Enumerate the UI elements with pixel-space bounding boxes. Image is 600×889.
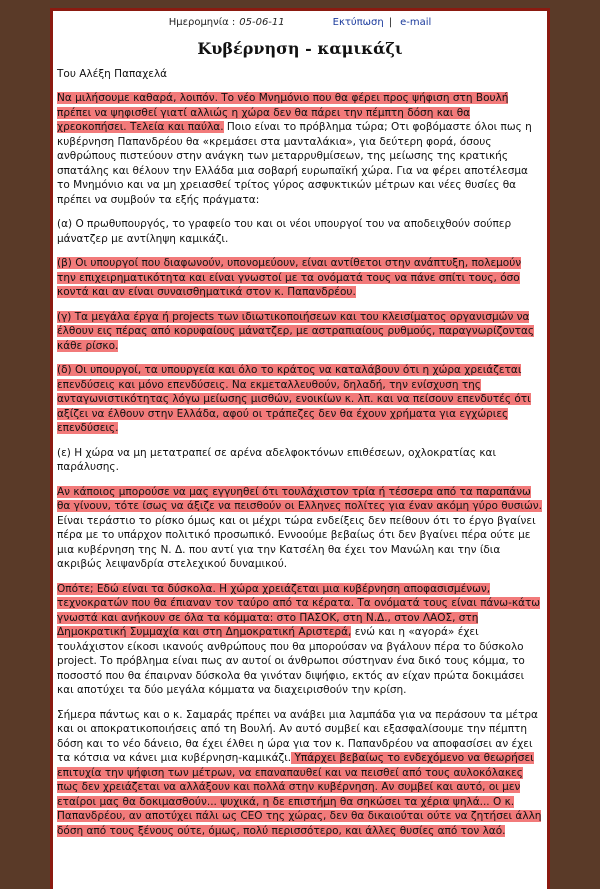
print-link[interactable]: Εκτύπωση bbox=[332, 16, 384, 28]
link-separator: | bbox=[388, 16, 393, 28]
article-toolbar bbox=[57, 11, 543, 33]
body-text: Σήμερα πάντως και ο κ. Σαμαράς πρέπει να ανάβει μια λαμπάδα για να περάσουν τα μέτρα και οι αποκρατικοποιήσεις από τη Βουλή. Αν αυτό συμβεί και εξασφαλίσουμε την πέμπτη δόση και το νέο δάνειο, θα έχει έλθει η ώρα για τον κ. Παπανδρέου να αποφασίσει αν έχει τα κότσια να κάνει μια κυβέρνηση-καμικάζι. bbox=[57, 708, 538, 764]
date-label: Ημερομηνία : bbox=[168, 16, 236, 28]
body-text: Ποιο είναι το πρόβλημα τώρα; Οτι φοβόμαστε όλοι πως η κυβέρνηση Παπανδρέου θα «κρεμάσει στα μανταλάκια», για δεύτερη φορά, όσους ανθρώπους πιστεύουν στην ανάγκη των μεταρρυθμίσεων, της μείωσης της κρατικής σπατάλης και θέλουν την Ελλάδα μια σοβαρή ευρωπαϊκή χώρα. Για να φέρει αποτέλεσμα το Μνημόνιο και να μη χρειασθεί τρίτος γύρος ασφυκτικών μέτρων και νέες θυσίες θα πρέπει να συμβούν τα εξής πράγματα: bbox=[57, 121, 532, 206]
paragraph-4 bbox=[57, 310, 543, 354]
date-value: 05-06-11 bbox=[239, 16, 285, 28]
paragraph-7 bbox=[57, 485, 543, 572]
paragraph-1 bbox=[57, 91, 543, 207]
highlighted-text: (δ) Οι υπουργοί, τα υπουργεία και όλο το κράτος να καταλάβουν ότι η χώρα χρειάζεται επενδύσεις και μόνο επενδύσεις. Να εκμεταλλευθούν, δηλαδή, την ενίσχυση της ανταγωνιστικότητας λόγω μείωσης μισθών, ενοικίων κ. λπ. και να πείσουν επενδυτές ότι αξίζει να έλθουν στην Ελλάδα, αφού οι τράπεζες δεν θα έχουν χρήματα για εγχώριες επενδύσεις. bbox=[57, 364, 531, 434]
highlighted-text: Υπάρχει βεβαίως το ενδεχόμενο να θεωρήσει επιτυχία την ψήφιση των μέτρων, να επαναπαυθεί και να πεισθεί από τους αυλοκόλακες πως δεν χρειάζεται να αλλάξουν και πολλά στην κυβέρνηση. Αν συμβεί και αυτό, οι μεν εταίροι μας θα δοκιμασθούν... ψυχικά, η δε επιστήμη θα σηκώσει τα χέρια ψηλά... Ο κ. Παπανδρέου, αν αποτύχει πάλι ως CEO της χώρας, δεν θα δικαιούται ούτε να ζητήσει άλλη δόση από τους ξένους ούτε, όμως, πολύ περισσότερο, και άλλες θυσίες από τον λαό. bbox=[57, 752, 542, 837]
paragraph-8 bbox=[57, 582, 543, 698]
highlighted-text: Αν κάποιος μπορούσε να μας εγγυηθεί ότι τουλάχιστον τρία ή τέσσερα από τα παραπάνω θα γίνουν, τότε ίσως να άξιζε να πεισθούν οι Ελληνες πολίτες για έναν ακόμη γύρο θυσιών. bbox=[57, 485, 542, 512]
paragraph-6: (ε) Η χώρα να μη μετατραπεί σε αρένα αδελφοκτόνων επιθέσεων, οχλοκρατίας και παράλυσης. bbox=[57, 446, 497, 473]
paragraph-9 bbox=[57, 708, 543, 839]
paragraph-3 bbox=[57, 256, 543, 300]
body-text: Είναι τεράστιο το ρίσκο όμως και οι μέχρι τώρα ενδείξεις δεν πείθουν ότι το έργο βγαίνει πέρα με το υπάρχον πολιτικό προσωπικό. Εννοούμε βεβαίως ότι δεν βγαίνει πέρα ούτε με μια κυβέρνηση της Ν. Δ. που αντί για την Κατσέλη θα έχει τον Μανώλη και την ίδια ακριβώς λειψανδρία στελεχικού δυναμικού. bbox=[57, 514, 536, 570]
paragraph-2: (α) Ο πρωθυπουργός, το γραφείο του και οι νέοι υπουργοί του να αποδειχθούν σούπερ μάνατζερ με αντίληψη καμικάζι. bbox=[57, 218, 512, 245]
article-author: Του Αλέξη Παπαχελά bbox=[57, 68, 168, 80]
highlighted-text: (γ) Τα μεγάλα έργα ή projects των ιδιωτικοποιήσεων και του κλεισίματος οργανισμών να έλθουν εις πέρας από κορυφαίους μάνατζερ, με αστραπιαίους ρυθμούς, παραγνωρίζοντας κάθε ρίσκο. bbox=[57, 310, 535, 352]
page-frame bbox=[50, 8, 550, 889]
paragraph-5 bbox=[57, 363, 543, 436]
body-text: ενώ και η «αγορά» έχει τουλάχιστον είκοσι ικανούς ανθρώπους που θα μπορούσαν να βγάλουν πέρα το δύσκολο project. Το πρόβλημα είναι πως αν αυτοί οι άνθρωποι σύστηναν ένα δικό τους κόμμα, το ποσοστό που θα έπαιρναν δύσκολα θα γινόταν διψήφιο, εκτός αν είχαν πρώτα δοκιμάσει και αποτύχει τα δύο μεγάλα κόμματα να διαχειρισθούν την κρίση. bbox=[57, 626, 525, 696]
highlighted-text: Να μιλήσουμε καθαρά, λοιπόν. Το νέο Μνημόνιο που θα φέρει προς ψήφιση στη Βουλή πρέπει να ψηφισθεί γιατί αλλιώς η χώρα δεν θα πάρει την πέμπτη δόση και θα χρεοκοπήσει. Τελεία και παύλα. bbox=[57, 92, 509, 133]
email-link[interactable]: e-mail bbox=[400, 16, 432, 28]
highlighted-text: Οπότε; Εδώ είναι τα δύσκολα. Η χώρα χρειάζεται μια κυβέρνηση αποφασισμένων, τεχνοκρατών που θα έπιαναν τον ταύρο από τα κέρατα. Τα ονόματά τους είναι πάνω-κάτω γνωστά και ανήκουν σε όλα τα κόμματα: στο ΠΑΣΟΚ, στη Ν.Δ., στον ΛΑΟΣ, στη Δημοκρατική Συμμαχία και στη Δημοκρατική Αριστερά, bbox=[57, 582, 541, 638]
highlighted-text: (β) Οι υπουργοί που διαφωνούν, υπονομεύουν, είναι αντίθετοι στην ανάπτυξη, πολεμούν την επιχειρηματικότητα και είναι γνωστοί με τα ονόματά τους να πάνε σπίτι τους, όσο κοντά και αν είναι συναισθηματικά στον κ. Παπανδρέου. bbox=[57, 257, 522, 298]
article-title: Κυβέρνηση - καμικάζι bbox=[197, 39, 403, 58]
article-container bbox=[53, 11, 547, 889]
